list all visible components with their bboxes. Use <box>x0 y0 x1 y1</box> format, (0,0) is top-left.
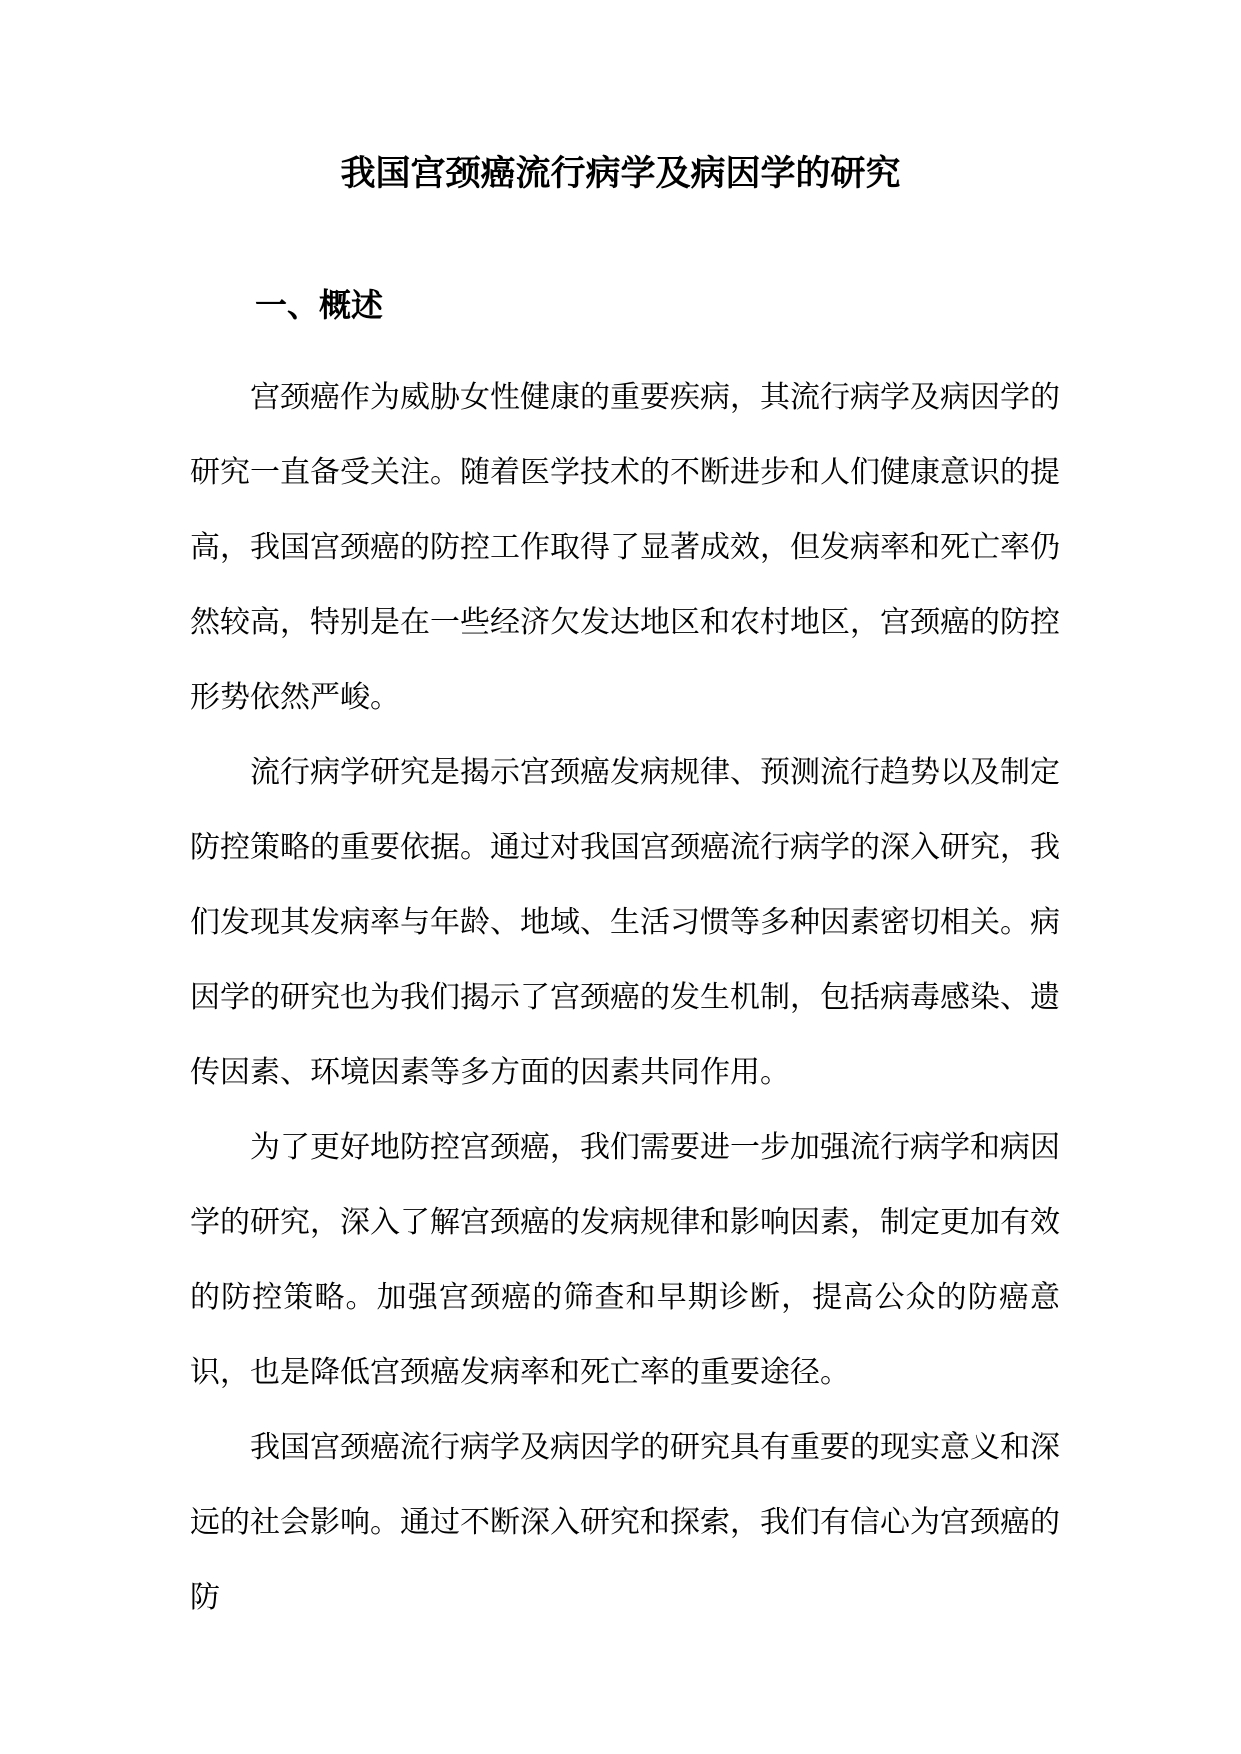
paragraph-1: 宫颈癌作为威胁女性健康的重要疾病，其流行病学及病因学的研究一直备受关注。随着医学技术的不断进步和人们健康意识的提高，我国宫颈癌的防控工作取得了显著成效，但发病率和死亡率仍然较高，特别是在一些经济欠发达地区和农村地区，宫颈癌的防控形势依然严峻。 <box>190 380 1060 715</box>
section-heading: 一、概述 <box>255 286 384 324</box>
document-body <box>190 360 1060 1635</box>
paragraph-4: 我国宫颈癌流行病学及病因学的研究具有重要的现实意义和深远的社会影响。通过不断深入研究和探索，我们有信心为宫颈癌的防 <box>190 1430 1060 1615</box>
paragraph-3: 为了更好地防控宫颈癌，我们需要进一步加强流行病学和病因学的研究，深入了解宫颈癌的发病规律和影响因素，制定更加有效的防控策略。加强宫颈癌的筛查和早期诊断，提高公众的防癌意识，也是降低宫颈癌发病率和死亡率的重要途径。 <box>190 1130 1060 1390</box>
document-title: 我国宫颈癌流行病学及病因学的研究 <box>340 154 901 194</box>
paragraph-2: 流行病学研究是揭示宫颈癌发病规律、预测流行趋势以及制定防控策略的重要依据。通过对我国宫颈癌流行病学的深入研究，我们发现其发病率与年龄、地域、生活习惯等多种因素密切相关。病因学的研究也为我们揭示了宫颈癌的发生机制，包括病毒感染、遗传因素、环境因素等多方面的因素共同作用。 <box>190 755 1060 1090</box>
